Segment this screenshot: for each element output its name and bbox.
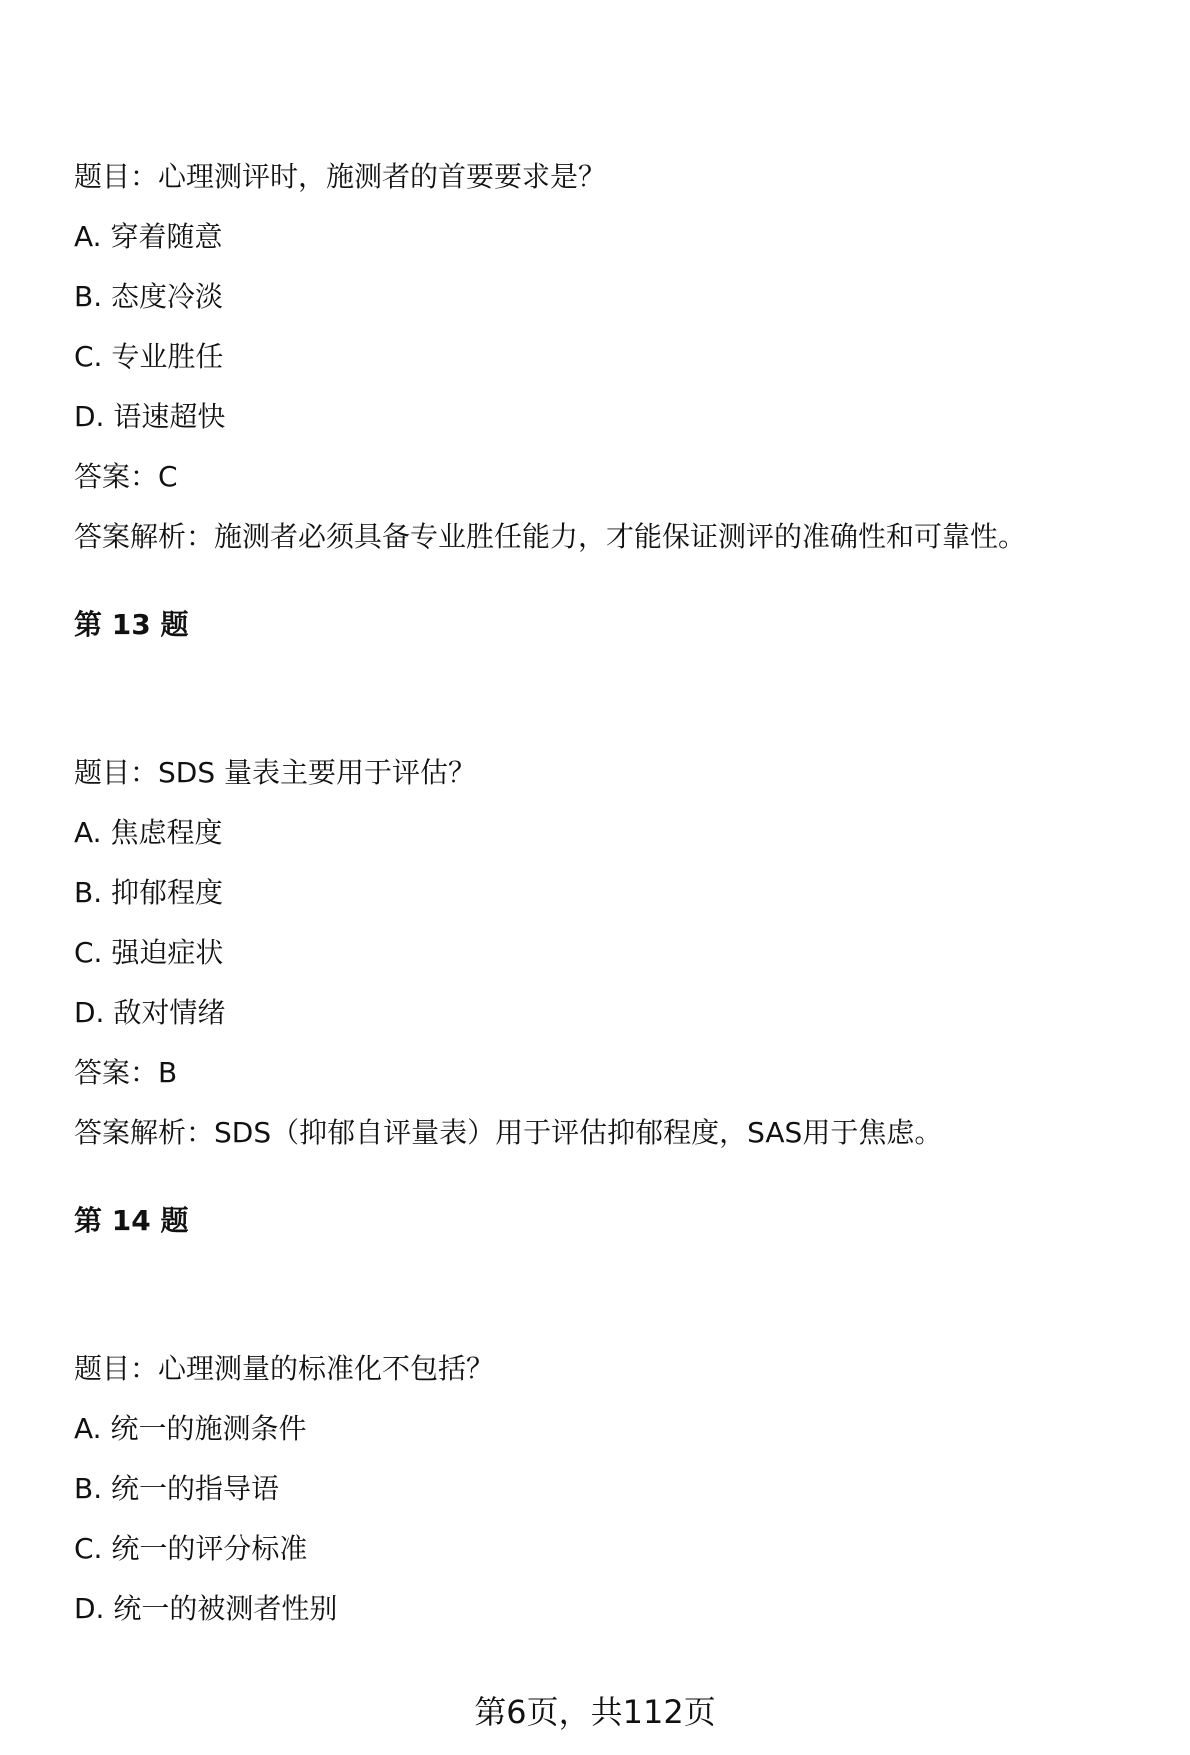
- question-text: 题目：SDS 量表主要用于评估？: [74, 756, 477, 789]
- answer-explanation: 答案解析：SDS（抑郁自评量表）用于评估抑郁程度，SAS用于焦虑。: [74, 1116, 943, 1149]
- answer: 答案：C: [74, 460, 178, 493]
- option-c: C. 强迫症状: [74, 936, 224, 969]
- option-d: D. 统一的被测者性别: [74, 1592, 338, 1625]
- answer: 答案：B: [74, 1056, 178, 1089]
- question-text: 题目：心理测量的标准化不包括？: [74, 1352, 495, 1385]
- answer-explanation: 答案解析：施测者必须具备专业胜任能力，才能保证测评的准确性和可靠性。: [74, 520, 1027, 553]
- option-a: A. 焦虑程度: [74, 816, 223, 849]
- option-a: A. 穿着随意: [74, 220, 223, 253]
- page-number-footer: 第6页，共112页: [474, 1693, 716, 1731]
- option-c: C. 统一的评分标准: [74, 1532, 308, 1565]
- option-d: D. 语速超快: [74, 400, 226, 433]
- option-c: C. 专业胜任: [74, 340, 224, 373]
- question-heading-14: 第 14 题: [74, 1204, 189, 1237]
- option-b: B. 统一的指导语: [74, 1472, 280, 1505]
- option-d: D. 敌对情绪: [74, 996, 226, 1029]
- option-b: B. 态度冷淡: [74, 280, 224, 313]
- question-heading-13: 第 13 题: [74, 608, 189, 641]
- question-text: 题目：心理测评时，施测者的首要要求是？: [74, 160, 607, 193]
- option-b: B. 抑郁程度: [74, 876, 224, 909]
- option-a: A. 统一的施测条件: [74, 1412, 307, 1445]
